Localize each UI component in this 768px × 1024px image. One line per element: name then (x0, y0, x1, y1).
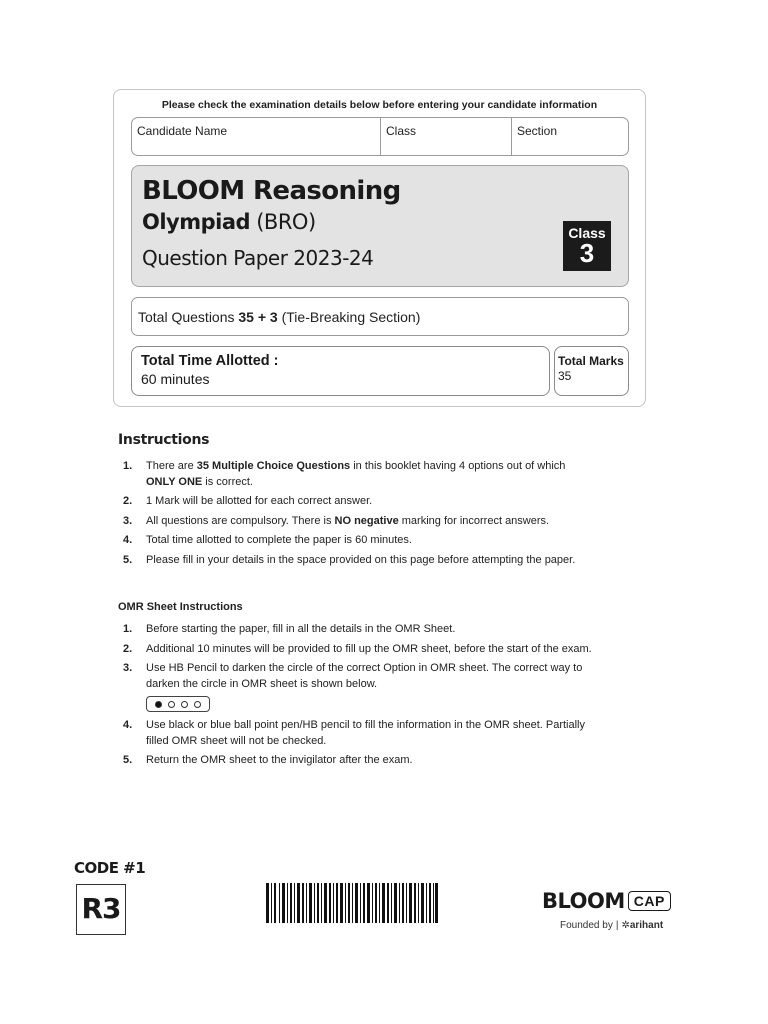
olympiad-word: Olympiad (142, 210, 251, 234)
list-item (123, 661, 593, 714)
item-text: Return the OMR sheet to the invigilator after the exam. (146, 754, 413, 766)
item-number: 1. (123, 623, 133, 635)
time-label: Total Time Allotted : (141, 353, 279, 369)
candidate-info-row (131, 117, 629, 156)
list-item (123, 753, 593, 769)
total-marks-box (554, 346, 629, 396)
item-number: 4. (123, 719, 133, 731)
time-allotted-box (131, 346, 550, 396)
founded-by-line (560, 920, 663, 931)
filled-bubble-icon (155, 701, 162, 708)
item-text: in this booklet having 4 options out of which (350, 460, 566, 472)
class-field[interactable]: Class (381, 118, 512, 155)
paper-year: Question Paper 2023-24 (142, 246, 374, 270)
class-badge-number: 3 (579, 238, 595, 268)
exam-subtitle (142, 210, 316, 234)
logo-word: BLOOM (542, 889, 625, 913)
item-number: 5. (123, 754, 133, 766)
exam-details-card (113, 89, 646, 407)
empty-bubble-icon (194, 701, 201, 708)
item-text: Use HB Pencil to darken the circle of the correct Option in OMR sheet. The correct way to darken the circle in OMR sheet is shown below. (146, 662, 583, 690)
item-text: All questions are compulsory. There is (146, 514, 335, 527)
empty-bubble-icon (168, 701, 175, 708)
list-item (123, 494, 593, 510)
item-text: 1 Mark will be allotted for each correct answer. (146, 495, 373, 507)
list-item (123, 459, 593, 490)
title-box (131, 165, 629, 287)
omr-heading: OMR Sheet Instructions (118, 601, 243, 613)
tq-suffix: (Tie-Breaking Section) (277, 309, 421, 325)
marks-value: 35 (558, 369, 572, 383)
item-text: There are (146, 460, 197, 472)
item-number: 1. (123, 460, 133, 472)
item-bold: 35 Multiple Choice Questions (196, 460, 351, 472)
item-text: Total time allotted to complete the paper is 60 minutes. (146, 534, 412, 546)
item-text: is correct. (202, 475, 253, 488)
barcode-icon (266, 883, 438, 923)
divider: | (615, 920, 619, 931)
list-item (123, 553, 593, 569)
item-bold: NO negative (334, 514, 399, 527)
founded-by-text: Founded by (560, 920, 613, 931)
section-field[interactable]: Section (517, 124, 558, 138)
omr-bubble-example (146, 696, 210, 712)
item-number: 3. (123, 662, 133, 674)
item-text: Before starting the paper, fill in all the details in the OMR Sheet. (146, 623, 456, 635)
list-item (123, 622, 593, 638)
empty-bubble-icon (181, 701, 188, 708)
instructions-list (123, 459, 593, 572)
arihant-logo-icon: ✲ (621, 920, 630, 931)
item-bold: ONLY ONE (146, 475, 203, 488)
candidate-name-field[interactable]: Candidate Name (132, 118, 381, 155)
bro-abbrev: (BRO) (250, 210, 316, 234)
list-item (123, 514, 593, 530)
list-item (123, 533, 593, 549)
arihant-text: arihant (629, 920, 664, 931)
card-header: Please check the examination details below before entering your candidate information (161, 99, 598, 111)
item-text: Additional 10 minutes will be provided to fill up the OMR sheet, before the start of the exam. (146, 642, 592, 655)
tq-prefix: Total Questions (138, 309, 239, 325)
item-number: 5. (123, 553, 133, 566)
bloomcap-logo (542, 889, 671, 913)
time-value: 60 minutes (141, 371, 210, 387)
item-number: 2. (123, 495, 133, 507)
total-questions-box (131, 297, 629, 336)
exam-title: BLOOM Reasoning (142, 176, 401, 206)
instructions-heading: Instructions (118, 432, 210, 448)
item-number: 3. (123, 514, 133, 527)
code-value: R3 (76, 884, 126, 935)
tq-count: 35 + 3 (238, 309, 278, 325)
code-label: CODE #1 (74, 859, 146, 877)
item-text: Use black or blue ball point pen/HB pencil to fill the information in the OMR sheet. Partially filled OMR sheet will not be checked. (146, 719, 585, 747)
class-badge-label: Class (568, 225, 606, 241)
item-text: Please fill in your details in the space provided on this page before attempting the paper. (146, 553, 576, 566)
list-item (123, 642, 593, 658)
logo-cap: CAP (628, 891, 671, 911)
omr-instructions-list (123, 622, 593, 773)
item-number: 4. (123, 534, 133, 546)
item-text: marking for incorrect answers. (398, 514, 550, 527)
list-item (123, 718, 593, 749)
item-number: 2. (123, 642, 133, 655)
marks-label: Total Marks (558, 354, 624, 368)
class-badge (563, 221, 611, 271)
